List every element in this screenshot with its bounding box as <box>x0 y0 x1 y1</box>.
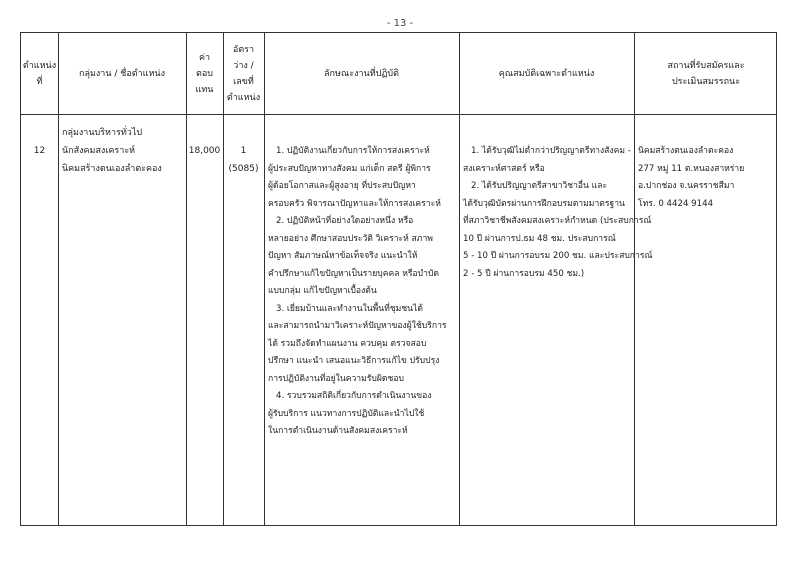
header-duties: ลักษณะงานที่ปฏิบัติ <box>324 68 399 79</box>
position-name: นักสังคมสงเคราะห์ นิคมสร้างตนเองลำตะคอง <box>62 146 162 174</box>
page-number: - 13 - <box>386 18 414 29</box>
header-group-name: กลุ่มงาน / ชื่อตำแหน่ง <box>79 68 165 79</box>
header-position-no: ตำแหน่ง ที่ <box>22 60 57 87</box>
vacancy-number: 1 (5085) <box>228 146 259 174</box>
job-table <box>20 32 777 526</box>
group-title: กลุ่มงานบริหารทั่วไป <box>62 128 143 138</box>
position-no: 12 <box>33 146 46 156</box>
qualifications-text: 1. ได้รับวุฒิไม่ต่ำกว่าปริญญาตรีทางสังคม - สงเคราะห์ศาสตร์ หรือ 2. ได้รับปริญญาตรีสาขาวิชาอื่น และ ได้รับวุฒิบัตรผ่านการฝึกอบรมตามมาตรฐาน ที่สภาวิชาชีพสังคมสงเคราะห์กำหนด (ประสบการณ์ 10 ปี ผ่านการป.ธม 48 ชม. ประสบการณ์ 5 - 10 ปี ผ่านการอบรม 200 ชม. และประสบการณ์ 2 - 5 ปี ผ่านการอบรม 450 ชม.) <box>463 146 653 279</box>
location-text: นิคมสร้างตนเองลำตะคอง 277 หมู่ 11 ต.หนองสาหร่าย อ.ปากช่อง จ.นครราชสีมา โทร. 0 4424 9144 <box>638 146 745 209</box>
header-salary: ค่า ตอบ แทน <box>195 52 214 95</box>
duties-text: 1. ปฏิบัติงานเกี่ยวกับการให้การสงเคราะห์ ผู้ประสบปัญหาทางสังคม แก่เด็ก สตรี ผู้พิการ ผู้ด้อยโอกาสและผู้สูงอายุ ที่ประสบปัญหา ครอบครัว พิจารณาปัญหาและให้การสงเคราะห์ 2. ปฏิบัติหน้าที่อย่างใดอย่างหนึ่ง หรือ หลายอย่าง ศึกษาสอบประวัติ วิเคราะห์ สภาพ ปัญหา สัมภาษณ์หาข้อเท็จจริง แนะนำให้ คำปรึกษาแก้ไขปัญหาเป็นรายบุคคล หรือบำบัด แบบกลุ่ม แก้ไขปัญหาเบื้องต้น 3. เยี่ยมบ้านและทำงานในพื้นที่ชุมชนได้ และสามารถนำมาวิเคราะห์ปัญหาของผู้ใช้บริการ ได้ รวมถึงจัดทำแผนงาน ควบคุม ตรวจสอบ ปรึกษา แนะนำ เสนอแนะวิธีการแก้ไข ปรับปรุง การปฏิบัติงานที่อยู่ในความรับผิดชอบ 4. รวบรวมสถิติเกี่ยวกับการดำเนินงานของ ผู้รับบริการ แนวทางการปฏิบัติและนำไปใช้ ในการดำเนินงานด้านสังคมสงเคราะห์ <box>268 146 447 436</box>
salary-value: 18,000 <box>188 146 221 156</box>
header-vacancy: อัตรา ว่าง / เลขที่ ตำแหน่ง <box>226 44 261 103</box>
header-qualifications: คุณสมบัติเฉพาะตำแหน่ง <box>498 68 595 79</box>
header-divider <box>21 114 776 115</box>
header-location: สถานที่รับสมัครและ ประเมินสมรรถนะ <box>667 60 745 87</box>
